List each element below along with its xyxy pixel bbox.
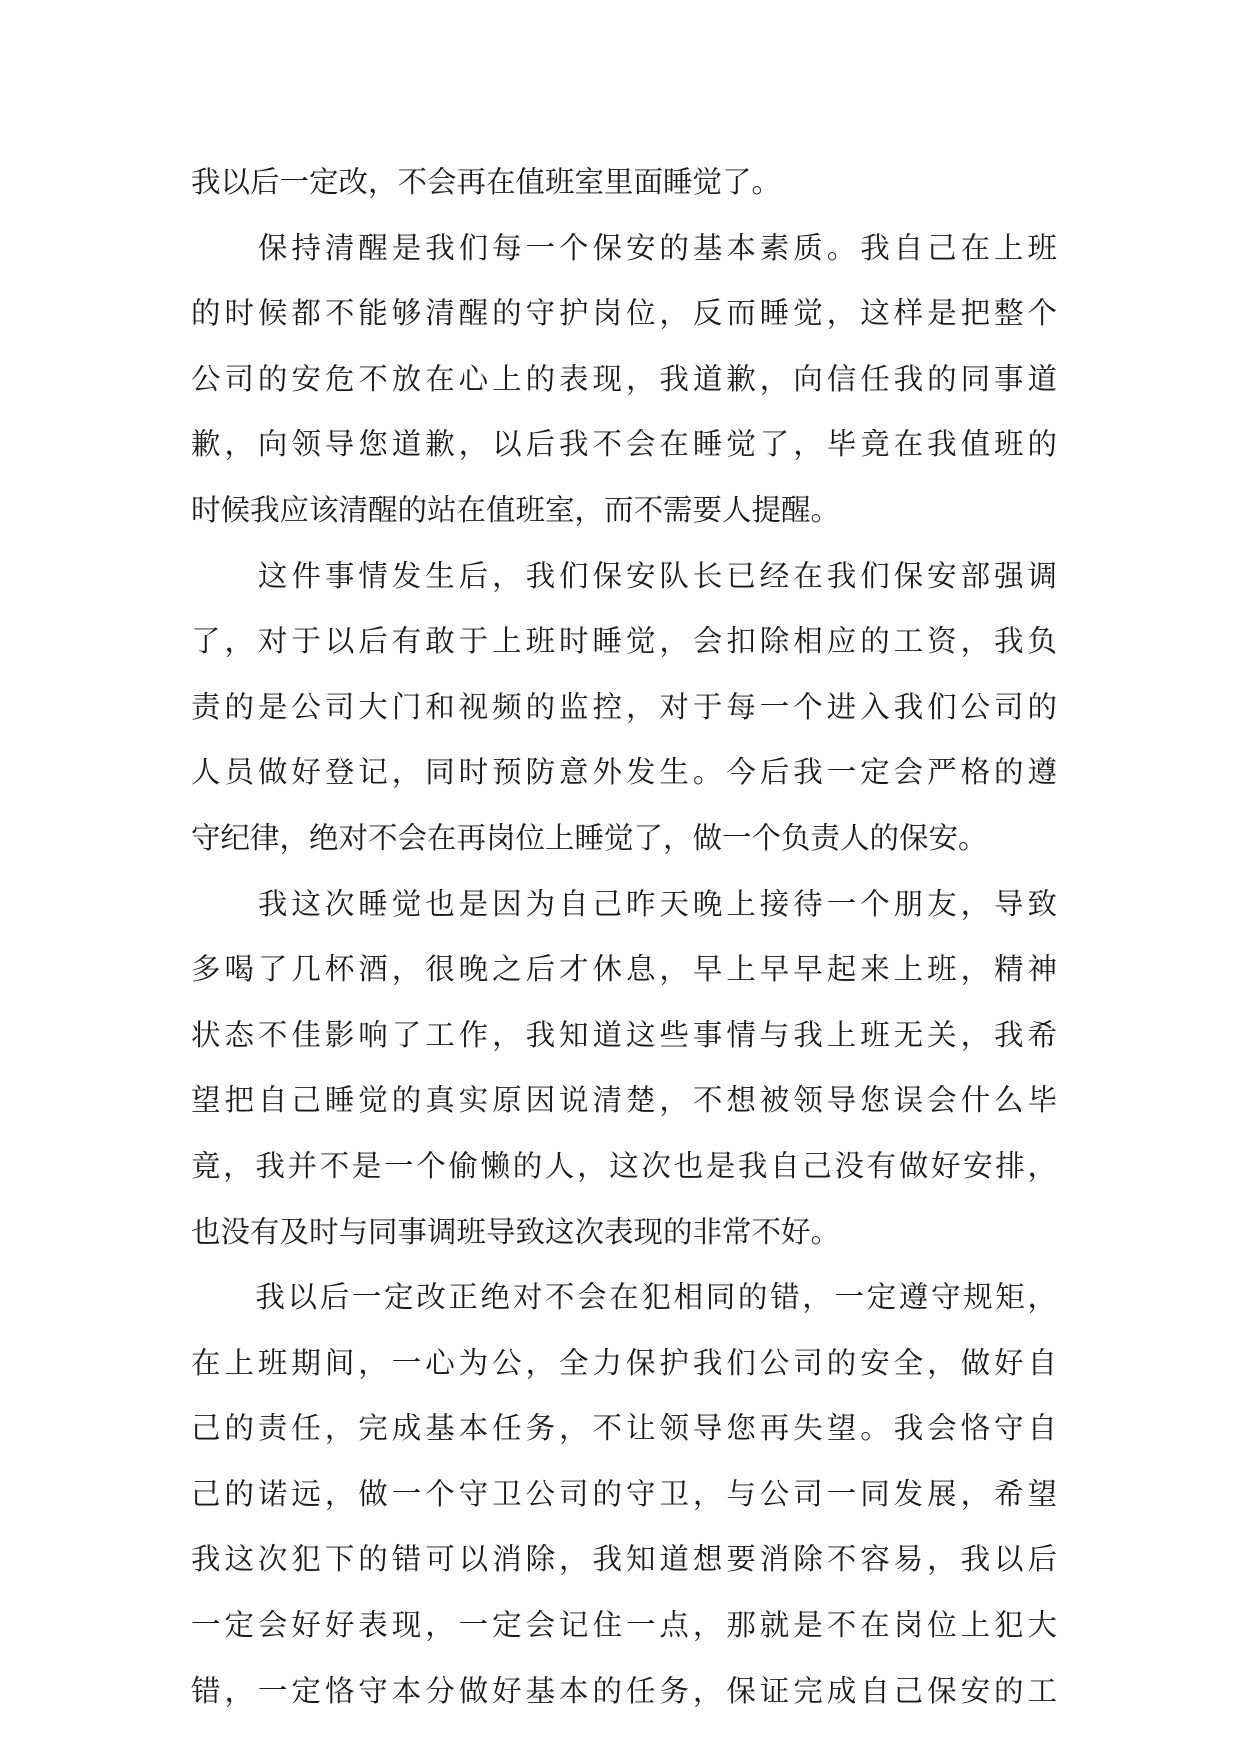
text-line: 错，一定恪守本分做好基本的任务，保证完成自己保安的工 [191, 1673, 1057, 1708]
paragraph-2 [191, 216, 1057, 544]
text-line: 责的是公司大门和视频的监控，对于每一个进入我们公司的 [191, 689, 1057, 724]
text-line: 人员做好登记，同时预防意外发生。今后我一定会严格的遵 [191, 755, 1057, 790]
text-line: 也没有及时与同事调班导致这次表现的非常不好。 [191, 1214, 841, 1249]
text-line: 我以后一定改正绝对不会在犯相同的错，一定遵守规矩， [191, 1280, 1057, 1315]
text-line: 这件事情发生后，我们保安队长已经在我们保安部强调 [191, 558, 1057, 593]
text-line: 望把自己睡觉的真实原因说清楚，不想被领导您误会什么毕 [191, 1083, 1057, 1118]
text-line: 在上班期间，一心为公，全力保护我们公司的安全，做好自 [191, 1345, 1057, 1380]
text-line: 了，对于以后有敢于上班时睡觉，会扣除相应的工资，我负 [191, 624, 1057, 659]
paragraph-4 [191, 872, 1057, 1266]
text-line: 我以后一定改，不会再在值班室里面睡觉了。 [191, 165, 782, 199]
text-line: 一定会好好表现，一定会记住一点，那就是不在岗位上犯大 [191, 1608, 1057, 1643]
text-line: 的时候都不能够清醒的守护岗位，反而睡觉，这样是把整个 [191, 296, 1057, 331]
paragraph-1 [191, 150, 1057, 216]
text-line: 歉，向领导您道歉，以后我不会在睡觉了，毕竟在我值班的 [191, 427, 1057, 462]
text-line: 己的诺远，做一个守卫公司的守卫，与公司一同发展，希望 [191, 1476, 1057, 1511]
text-line: 多喝了几杯酒，很晚之后才休息，早上早早起来上班，精神 [191, 952, 1057, 987]
text-line: 保持清醒是我们每一个保安的基本素质。我自己在上班 [191, 230, 1057, 265]
text-line: 我这次睡觉也是因为自己昨天晚上接待一个朋友，导致 [191, 886, 1057, 921]
text-line: 竟，我并不是一个偷懒的人，这次也是我自己没有做好安排， [191, 1148, 1057, 1183]
paragraph-3 [191, 544, 1057, 872]
text-line: 状态不佳影响了工作，我知道这些事情与我上班无关，我希 [191, 1017, 1057, 1052]
document-body [191, 150, 1057, 1724]
paragraph-5 [191, 1265, 1057, 1724]
text-line: 公司的安危不放在心上的表现，我道歉，向信任我的同事道 [191, 361, 1057, 396]
text-line: 时候我应该清醒的站在值班室，而不需要人提醒。 [191, 492, 841, 527]
text-line: 守纪律，绝对不会在再岗位上睡觉了，做一个负责人的保安。 [191, 820, 988, 855]
text-line: 己的责任，完成基本任务，不让领导您再失望。我会恪守自 [191, 1411, 1057, 1446]
text-line: 我这次犯下的错可以消除，我知道想要消除不容易，我以后 [191, 1542, 1057, 1577]
